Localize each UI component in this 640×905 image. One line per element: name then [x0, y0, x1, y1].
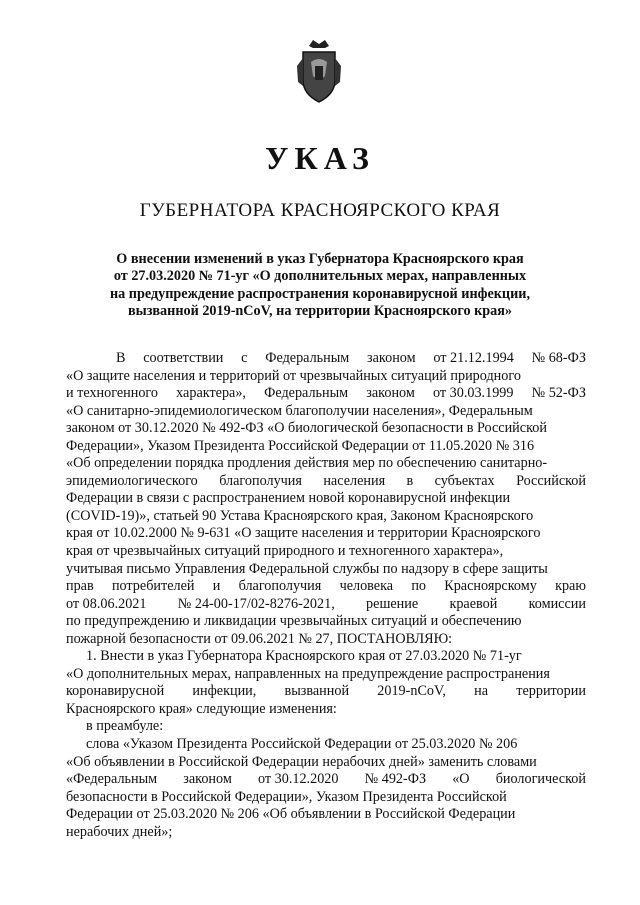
body-line: [66, 350, 586, 368]
body-text: вызванной: [284, 683, 350, 700]
body-text: законом: [366, 385, 415, 402]
body-text: № 68-ФЗ: [531, 350, 586, 366]
body-text: Красноярскому: [444, 578, 537, 595]
body-line: [66, 438, 586, 456]
body-text: В: [116, 350, 126, 366]
body-text: соответствии: [143, 350, 224, 366]
body-text: от 30.12.2020: [257, 771, 339, 788]
body-line: [66, 385, 586, 403]
body-text: потребителей: [111, 578, 195, 595]
body-text: учитывая письмо Управления Федеральной службы по надзору в сфере защиты: [66, 560, 548, 577]
body-line: [66, 420, 586, 438]
document-title: УКАЗ: [265, 140, 375, 176]
body-line: [66, 490, 586, 508]
body-line: [66, 648, 586, 666]
body-text: прав: [66, 578, 94, 595]
heading-line: на предупреждение распространения коронавирусной инфекции,: [109, 285, 530, 302]
body-text: на: [474, 683, 489, 700]
body-line: [66, 403, 586, 421]
decree-heading: [70, 251, 570, 320]
body-line: [66, 789, 586, 807]
body-text: края от 10.02.2000 № 9-631 «О защите населения и территории Красноярского: [66, 525, 541, 542]
heading-line: от 27.03.2020 № 71-уг «О дополнительных мерах, направленных: [113, 268, 527, 285]
body-line: [66, 806, 586, 824]
body-line: [66, 455, 586, 473]
body-text: краю: [555, 578, 586, 595]
body-text: нерабочих дней»;: [66, 823, 173, 840]
body-text: № 24-00-17/02-8276-2021,: [177, 595, 335, 612]
body-text: Федерации от 25.03.2020 № 206 «Об объявлении в Российской Федерации: [66, 806, 516, 823]
body-text: эпидемиологического: [66, 472, 198, 489]
body-line: [66, 525, 586, 543]
body-text: благополучия: [219, 472, 302, 489]
body-line: [66, 718, 586, 736]
body-text: края от чрезвычайных ситуаций природного и техногенного характера»,: [66, 543, 504, 560]
body-text: 1. Внести в указ Губернатора Красноярского края от 27.03.2020 № 71-уг: [86, 648, 522, 665]
body-text: слова «Указом Президента Российской Федерации от 25.03.2020 № 206: [86, 736, 518, 753]
body-text: № 492-ФЗ: [364, 771, 427, 788]
body-text: по: [411, 578, 426, 595]
body-line: [66, 666, 586, 684]
body-text: «Федеральным: [66, 771, 158, 788]
issuer-title: ГУБЕРНАТОРА КРАСНОЯРСКОГО КРАЯ: [139, 200, 501, 221]
body-text: с: [241, 350, 248, 366]
body-text: Федерации», Указом Президента Российской Федерации от 11.05.2020 № 316: [66, 437, 535, 454]
body-text: комиссии: [528, 595, 586, 612]
body-line: [66, 771, 586, 789]
body-text: безопасности в Российской Федерации», Указом Президента Российской: [66, 788, 507, 805]
krasnoyarsk-coat-of-arms-icon: [295, 36, 343, 106]
body-line: [66, 754, 586, 772]
decree-body: [66, 350, 586, 841]
body-text: законом от 30.12.2020 № 492-ФЗ «О биологической безопасности в Российской: [66, 420, 547, 437]
body-text: «Об определении порядка продления действия мер по обеспечению санитарно-: [66, 455, 548, 472]
body-text: от 30.03.1999: [432, 385, 514, 402]
body-text: от 21.12.1994: [433, 350, 514, 366]
body-text: коронавирусной: [66, 683, 165, 700]
body-text: в преамбуле:: [86, 718, 164, 735]
body-line: [66, 683, 586, 701]
heading-line: вызванной 2019-nCoV, на территории Красноярского края»: [127, 302, 513, 319]
body-line: [66, 736, 586, 754]
body-text: пожарной безопасности от 09.06.2021 № 27, ПОСТАНОВЛЯЮ:: [66, 630, 453, 647]
body-text: территории: [516, 683, 586, 700]
body-text: в: [406, 472, 414, 489]
body-line: [66, 631, 586, 649]
body-text: и: [212, 578, 221, 595]
body-text: благополучия: [238, 578, 322, 595]
body-line: [66, 824, 586, 842]
heading-line: О внесении изменений в указ Губернатора Красноярского края: [116, 251, 524, 267]
body-text: (COVID-19)», статьей 90 Устава Красноярского края, Законом Красноярского: [66, 507, 534, 524]
body-text: законом: [367, 350, 416, 366]
body-text: от 08.06.2021: [66, 595, 147, 612]
body-text: Российской: [516, 472, 586, 489]
body-line: [66, 368, 586, 386]
body-text: Федеральным: [265, 350, 350, 366]
body-text: «О санитарно-эпидемиологическом благополучии населения», Федеральным: [66, 402, 533, 419]
body-line: [66, 508, 586, 526]
body-line: [66, 561, 586, 579]
body-line: [66, 543, 586, 561]
body-text: краевой: [449, 595, 498, 612]
body-text: характера»,: [176, 385, 246, 402]
body-line: [66, 613, 586, 631]
body-text: законом: [183, 771, 232, 788]
body-text: Красноярского края» следующие изменения:: [66, 700, 337, 717]
body-text: и техногенного: [66, 385, 158, 402]
body-text: биологической: [495, 771, 586, 788]
body-line: [66, 473, 586, 491]
body-text: «О: [452, 771, 470, 788]
body-line: [66, 578, 586, 596]
body-text: № 52-ФЗ: [531, 385, 586, 402]
body-text: населения: [323, 472, 386, 489]
body-line: [66, 596, 586, 614]
body-text: «О защите населения и территорий от чрезвычайных ситуаций природного: [66, 367, 521, 384]
body-text: 2019-nCoV,: [377, 683, 446, 700]
body-text: решение: [366, 595, 419, 612]
body-text: человека: [339, 578, 394, 595]
body-text: по предупреждению и ликвидации чрезвычайных ситуаций и обеспечению: [66, 613, 522, 630]
body-text: «О дополнительных мерах, направленных на предупреждение распространения: [66, 665, 550, 682]
body-line: [66, 701, 586, 719]
body-text: инфекции,: [192, 683, 257, 700]
body-text: субъектах: [434, 472, 495, 489]
body-text: Федерации в связи с распространением новой коронавирусной инфекции: [66, 490, 511, 507]
body-text: Федеральным: [264, 385, 349, 402]
body-text: «Об объявлении в Российской Федерации нерабочих дней» заменить словами: [66, 753, 537, 770]
